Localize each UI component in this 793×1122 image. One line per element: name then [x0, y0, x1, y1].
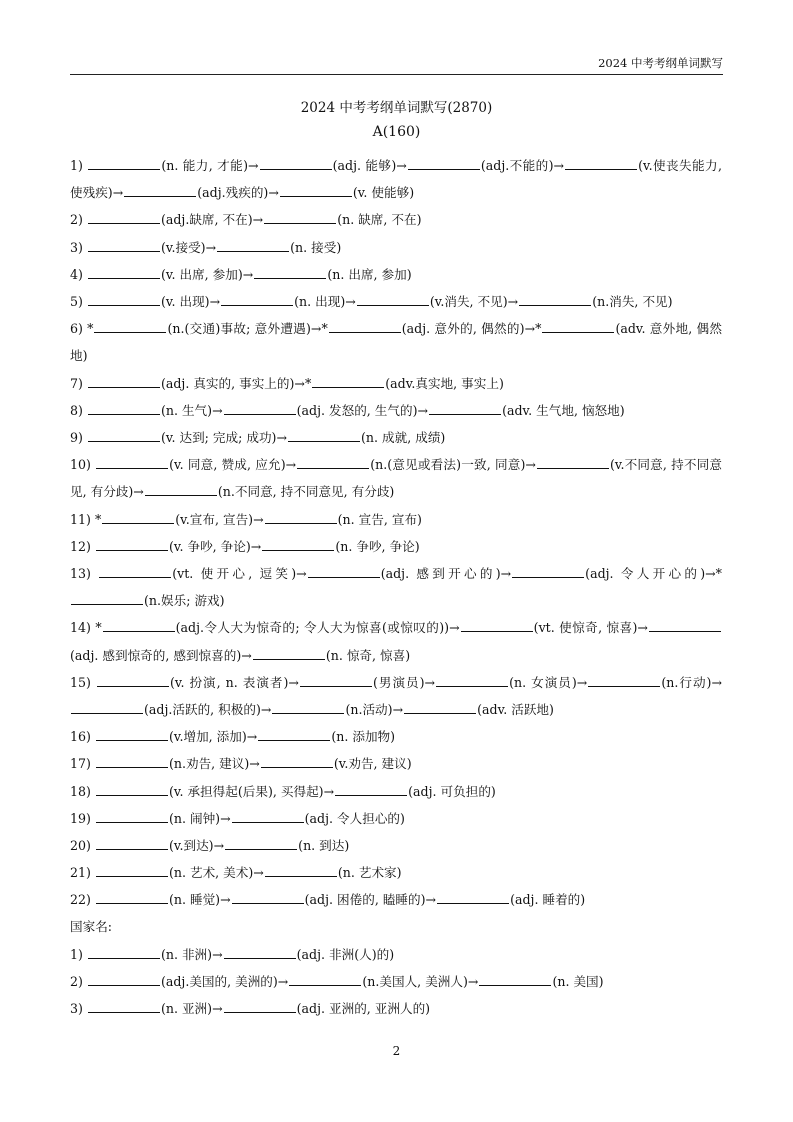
answer-blank[interactable] [297, 467, 369, 469]
answer-blank[interactable] [649, 630, 721, 632]
entry-hint: (n.美国人, 美洲人)→ [362, 973, 479, 989]
entry-hint: (v.接受)→ [160, 239, 217, 255]
word-entry [70, 288, 722, 315]
entry-hint: (n.消失, 不见) [592, 293, 673, 309]
header-title: 2024 中考考纲单词默写 [598, 56, 723, 70]
entry-number: 2) [70, 973, 87, 989]
entry-hint: (adv. 活跃地) [477, 701, 554, 717]
entry-hint: (n.娱乐; 游戏) [144, 593, 225, 609]
answer-blank[interactable] [102, 522, 174, 524]
answer-blank[interactable] [96, 902, 168, 904]
answer-blank[interactable] [88, 1011, 160, 1013]
entry-number: 13) [70, 565, 99, 581]
entry-number: 1) [70, 158, 88, 173]
entry-hint: (v. 争吵, 争论)→ [168, 538, 262, 554]
answer-blank[interactable] [96, 766, 168, 768]
answer-blank[interactable] [437, 902, 509, 904]
answer-blank[interactable] [88, 984, 160, 986]
countries-heading: 国家名: [70, 919, 113, 935]
answer-blank[interactable] [288, 440, 360, 442]
entry-hint: (adj. 令人担心的) [304, 810, 405, 826]
answer-blank[interactable] [96, 549, 168, 551]
word-entry [70, 397, 722, 424]
entry-hint: (n. 缺席, 不在) [337, 212, 422, 228]
entry-hint: (n. 睡觉)→ [168, 892, 231, 908]
star-marker: * [535, 321, 542, 337]
entry-hint: (n. 能力, 才能)→ [161, 158, 259, 173]
star-marker: * [715, 565, 722, 581]
entry-number: 14) [70, 620, 96, 636]
entry-hint: (adj. 困倦的, 瞌睡的)→ [304, 892, 437, 908]
entry-hint: (v.消失, 不见)→ [429, 293, 519, 309]
word-entry [70, 370, 722, 397]
entry-hint: (n.(意见或看法)一致, 同意)→ [370, 457, 536, 473]
entry-hint: (v.不同意, 持不同意见, 有分歧)→ [70, 457, 722, 500]
answer-blank[interactable] [404, 712, 476, 714]
star-marker: * [94, 511, 102, 527]
entry-hint: (n. 美国) [552, 973, 604, 989]
entry-hint: (v.增加, 添加)→ [168, 729, 258, 745]
answer-blank[interactable] [329, 331, 401, 333]
document-title: 2024 中考考纲单词默写(2870) [300, 100, 493, 116]
word-entry [70, 778, 722, 805]
entry-number: 22) [70, 892, 95, 908]
answer-blank[interactable] [96, 875, 168, 877]
answer-blank[interactable] [224, 413, 296, 415]
entry-number: 3) [70, 239, 87, 255]
answer-blank[interactable] [145, 494, 217, 496]
answer-blank[interactable] [335, 794, 407, 796]
answer-blank[interactable] [308, 576, 380, 578]
entry-hint: (n. 女演员)→ [509, 674, 588, 690]
entry-hint: (adj.活跃的, 积极的)→ [144, 701, 272, 717]
answer-blank[interactable] [88, 957, 160, 959]
entry-hint: (n.劝告, 建议)→ [168, 756, 260, 772]
entry-hint: (v. 出席, 参加)→ [160, 266, 254, 282]
entry-hint: (n. 宣告, 宣布) [337, 511, 422, 527]
entry-hint: (n.行动)→ [661, 674, 722, 690]
entry-hint: (adv. 生气地, 恼怒地) [502, 402, 625, 418]
entry-number: 12) [70, 538, 95, 554]
word-entry [70, 723, 722, 750]
entry-hint: (adj.不能的)→ [480, 158, 565, 173]
entry-number: 5) [70, 293, 87, 309]
entry-hint: (vt. 使开心, 逗笑)→ [172, 565, 307, 581]
answer-blank[interactable] [253, 658, 325, 660]
entry-number: 7) [70, 375, 87, 391]
entry-hint: (adj. 感到开心的)→ [380, 565, 512, 581]
star-marker: * [87, 321, 94, 337]
answer-blank[interactable] [312, 386, 384, 388]
answer-blank[interactable] [254, 277, 326, 279]
entry-hint: (n. 成就, 成绩) [361, 429, 446, 445]
entry-hint: (adj.令人大为惊奇的; 令人大为惊喜(或惊叹的))→ [175, 620, 460, 636]
answer-blank[interactable] [88, 386, 160, 388]
entry-number: 20) [70, 837, 95, 853]
word-entry [70, 533, 722, 560]
entry-hint: (v. 使能够) [352, 185, 415, 201]
entry-hint: (v. 扮演, n. 表演者)→ [169, 674, 299, 690]
answer-blank[interactable] [217, 250, 289, 252]
word-entry [70, 968, 722, 995]
entry-number: 16) [70, 729, 95, 745]
entry-number: 18) [70, 783, 95, 799]
answer-blank[interactable] [88, 168, 160, 170]
answer-blank[interactable] [542, 331, 614, 333]
answer-blank[interactable] [94, 331, 166, 333]
answer-blank[interactable] [512, 576, 584, 578]
entry-hint: (adj.残疾的)→ [197, 185, 279, 201]
entry-hint: (v.到达)→ [168, 837, 225, 853]
answer-blank[interactable] [232, 902, 304, 904]
entry-hint: (n. 艺术, 美术)→ [168, 865, 264, 881]
entry-hint: (v.宣布, 宣告)→ [175, 511, 264, 527]
answer-blank[interactable] [88, 250, 160, 252]
word-entry [70, 995, 722, 1022]
answer-blank[interactable] [96, 739, 168, 741]
word-entry [70, 560, 722, 614]
answer-blank[interactable] [97, 685, 169, 687]
answer-blank[interactable] [436, 685, 508, 687]
answer-blank[interactable] [280, 195, 352, 197]
entry-hint: (n. 亚洲)→ [160, 1001, 223, 1016]
answer-blank[interactable] [88, 277, 160, 279]
word-entry [70, 886, 722, 913]
entry-hint: (n. 争吵, 争论) [335, 538, 420, 554]
answer-blank[interactable] [221, 304, 293, 306]
entry-hint: (adj. 可负担的) [408, 783, 496, 799]
word-entry [70, 832, 722, 859]
answer-blank[interactable] [300, 685, 372, 687]
entry-hint: (v. 承担得起(后果), 买得起)→ [168, 783, 335, 799]
answer-blank[interactable] [272, 712, 344, 714]
answer-blank[interactable] [265, 522, 337, 524]
answer-blank[interactable] [264, 222, 336, 224]
answer-blank[interactable] [232, 821, 304, 823]
entry-hint: (adj. 亚洲的, 亚洲人的) [296, 1001, 431, 1016]
answer-blank[interactable] [265, 875, 337, 877]
entry-number: 21) [70, 865, 95, 881]
entry-number: 4) [70, 266, 87, 282]
entry-number: 1) [70, 946, 87, 962]
entry-number: 19) [70, 810, 95, 826]
entry-hint: (adj. 意外的, 偶然的)→ [401, 321, 536, 337]
answer-blank[interactable] [519, 304, 591, 306]
section-title: A(160) [372, 124, 421, 140]
entry-number: 2) [70, 212, 87, 228]
answer-blank[interactable] [224, 957, 296, 959]
entry-hint: (n.不同意, 持不同意见, 有分歧) [217, 484, 395, 500]
answer-blank[interactable] [479, 984, 551, 986]
entry-hint: (v. 同意, 赞成, 应允)→ [169, 457, 297, 473]
entry-number: 10) [70, 457, 96, 473]
answer-blank[interactable] [96, 467, 168, 469]
entry-hint: (n. 非洲)→ [160, 946, 223, 962]
entry-hint: (n.活动)→ [345, 701, 404, 717]
answer-blank[interactable] [461, 630, 533, 632]
word-entry [70, 206, 722, 233]
entry-hint: (vt. 使惊奇, 惊喜)→ [533, 620, 648, 636]
entry-hint: (n. 接受) [290, 239, 342, 255]
word-entry [70, 152, 722, 206]
page-header [70, 56, 723, 75]
entry-number: 3) [70, 1001, 87, 1016]
entry-hint: (adj.美国的, 美洲的)→ [160, 973, 289, 989]
answer-blank[interactable] [357, 304, 429, 306]
word-list [70, 152, 722, 1022]
answer-blank[interactable] [260, 168, 332, 170]
answer-blank[interactable] [96, 821, 168, 823]
star-marker: * [304, 375, 312, 391]
entry-hint: (男演员)→ [372, 674, 436, 690]
word-entry [70, 614, 722, 668]
entry-hint: (n. 闹钟)→ [168, 810, 231, 826]
entry-hint: (n. 艺术家) [337, 865, 402, 881]
entry-number: 6) [70, 321, 88, 337]
answer-blank[interactable] [261, 766, 333, 768]
entry-hint: (n. 惊奇, 惊喜) [325, 647, 411, 663]
answer-blank[interactable] [88, 222, 160, 224]
word-entry [70, 941, 722, 968]
entry-hint: (n. 到达) [298, 837, 350, 853]
entry-number: 15) [70, 674, 96, 690]
word-entry [70, 669, 722, 723]
entry-number: 9) [70, 429, 87, 445]
entry-hint: (adv.真实地, 事实上) [385, 375, 504, 391]
word-entry [70, 859, 722, 886]
entry-hint: (adj. 能够)→ [332, 158, 407, 173]
answer-blank[interactable] [99, 576, 171, 578]
word-entry [70, 261, 722, 288]
word-entry [70, 506, 722, 533]
entry-hint: (adj. 发怒的, 生气的)→ [296, 402, 429, 418]
entry-number: 11) [70, 511, 95, 527]
entry-hint: (v. 出现)→ [160, 293, 221, 309]
answer-blank[interactable] [71, 712, 143, 714]
entry-hint: (n. 出席, 参加) [327, 266, 412, 282]
star-marker: * [95, 620, 102, 636]
star-marker: * [321, 321, 328, 337]
entry-hint: (adj. 令人开心的)→ [585, 565, 716, 581]
answer-blank[interactable] [88, 440, 160, 442]
entry-number: 8) [70, 402, 87, 418]
answer-blank[interactable] [96, 848, 168, 850]
answer-blank[interactable] [258, 739, 330, 741]
answer-blank[interactable] [88, 413, 160, 415]
entry-hint: (adj.缺席, 不在)→ [160, 212, 264, 228]
word-entry [70, 805, 722, 832]
answer-blank[interactable] [289, 984, 361, 986]
answer-blank[interactable] [96, 794, 168, 796]
answer-blank[interactable] [408, 168, 480, 170]
entry-hint: (adj. 真实的, 事实上的)→ [160, 375, 305, 391]
answer-blank[interactable] [262, 549, 334, 551]
word-entry [70, 451, 722, 505]
answer-blank[interactable] [565, 168, 637, 170]
answer-blank[interactable] [588, 685, 660, 687]
page-number: 2 [392, 1044, 401, 1058]
answer-blank[interactable] [429, 413, 501, 415]
answer-blank[interactable] [224, 1011, 296, 1013]
entry-hint: (n. 添加物) [331, 729, 396, 745]
word-entry [70, 750, 722, 777]
answer-blank[interactable] [88, 304, 160, 306]
entry-hint: (v.劝告, 建议) [333, 756, 412, 772]
entry-hint: (n.(交通)事故; 意外遭遇)→ [167, 321, 322, 337]
entry-hint: (v.使丧失能力, 使残疾)→ [70, 158, 722, 201]
entry-hint: (adv. 意外地, 偶然地) [70, 321, 722, 364]
word-entry [70, 424, 722, 451]
answer-blank[interactable] [225, 848, 297, 850]
entry-hint: (adj. 睡着的) [510, 892, 586, 908]
word-entry [70, 234, 722, 261]
entry-hint: (adj. 感到惊奇的, 感到惊喜的)→ [70, 647, 252, 663]
answer-blank[interactable] [71, 603, 143, 605]
word-entry [70, 315, 722, 369]
entry-hint: (adj. 非洲(人)的) [296, 946, 395, 962]
answer-blank[interactable] [537, 467, 609, 469]
answer-blank[interactable] [124, 195, 196, 197]
answer-blank[interactable] [103, 630, 175, 632]
entry-number: 17) [70, 756, 95, 772]
entry-hint: (v. 达到; 完成; 成功)→ [160, 429, 287, 445]
entry-hint: (n. 生气)→ [160, 402, 223, 418]
entry-hint: (n. 出现)→ [294, 293, 356, 309]
